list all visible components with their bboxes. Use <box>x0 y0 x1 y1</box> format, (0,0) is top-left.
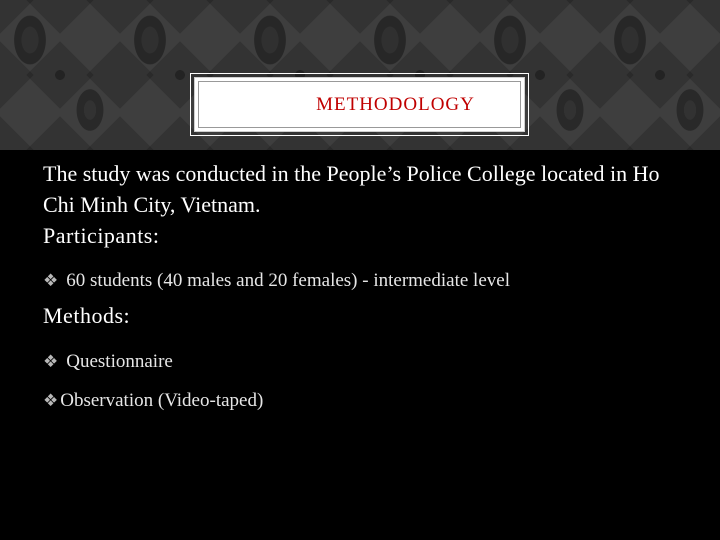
diamond-bullet-icon: ❖ <box>43 352 59 371</box>
slide-title: METHODOLOGY <box>316 93 475 115</box>
intro-paragraph: The study was conducted in the People’s Police College located in Ho Chi Minh City, Vietnam. <box>43 161 660 217</box>
title-box <box>194 77 525 132</box>
slide-content <box>43 158 693 412</box>
diamond-bullet-icon: ❖ <box>43 271 59 290</box>
methods-heading: Methods: <box>43 303 131 328</box>
participants-bullet-text: 60 students (40 males and 20 females) - intermediate level <box>66 270 510 291</box>
methods-bullet-item <box>43 351 693 373</box>
participants-heading: Participants: <box>43 223 160 248</box>
methods-bullet-text: Questionnaire <box>66 351 173 372</box>
diamond-bullet-icon: ❖ <box>43 391 59 410</box>
participants-bullet-item <box>43 270 693 292</box>
methods-bullet-item <box>43 390 693 412</box>
methods-bullet-text: Observation (Video-taped) <box>60 390 264 411</box>
